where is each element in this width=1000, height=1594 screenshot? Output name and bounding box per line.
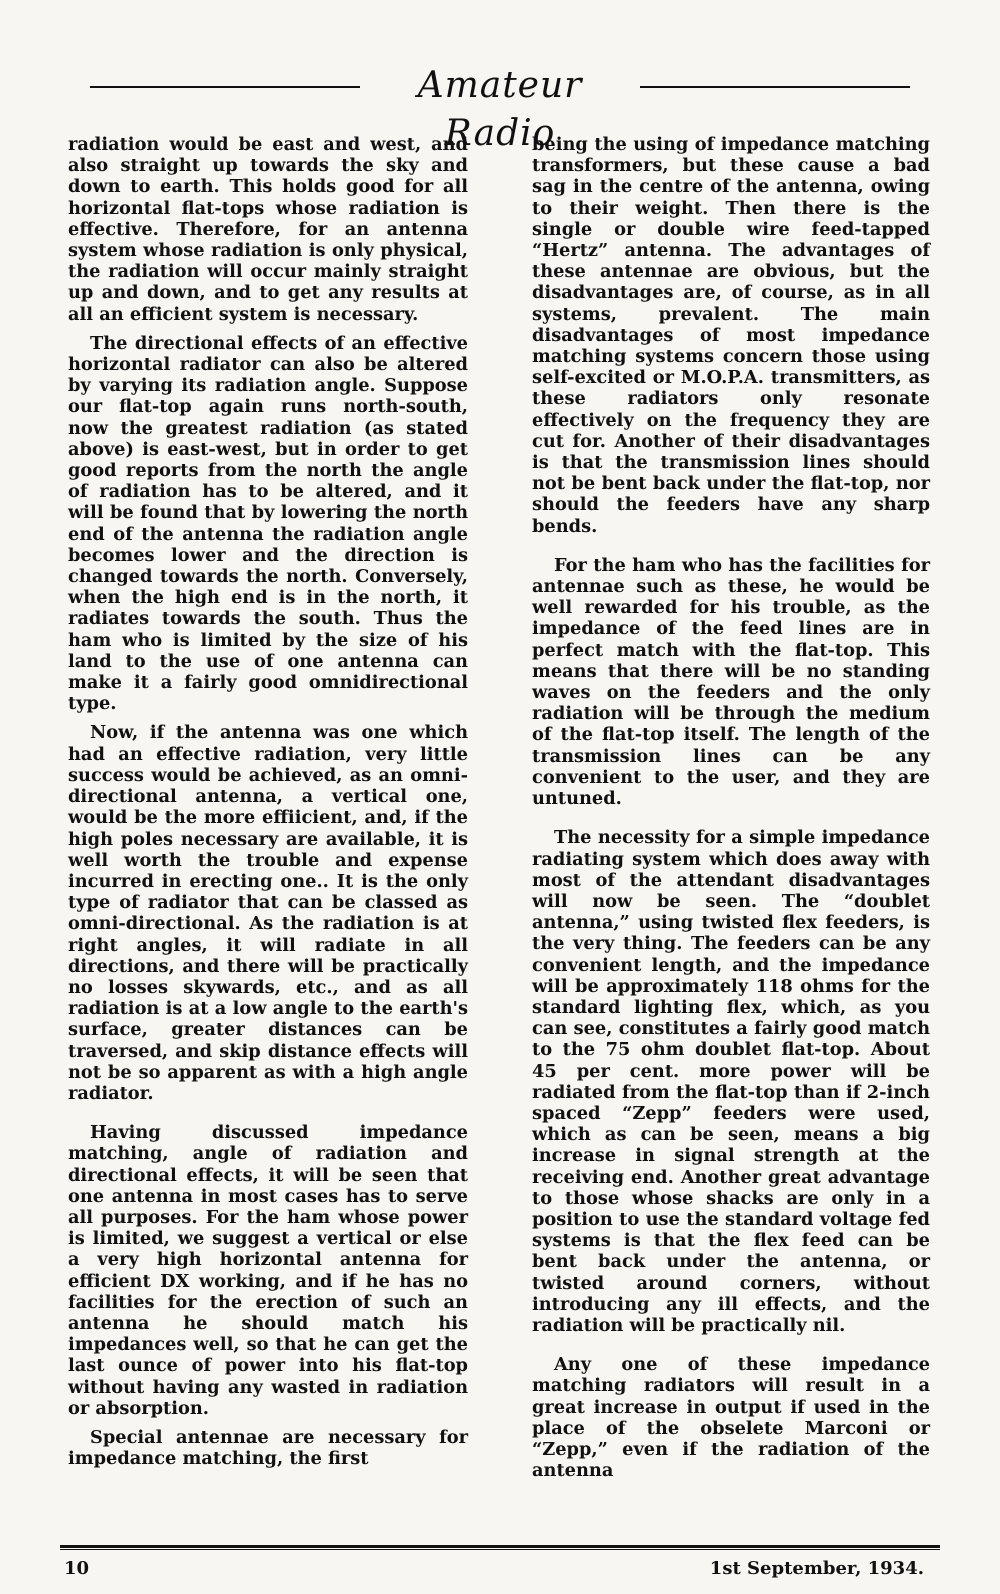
paragraph: radiation would be east and west, and also straight up towards the sky and down to earth. This holds good for all horizontal flat-tops whose radiation is effective. Therefore, for an antenna system whose radiation is only physical, the radiation will occur mainly straight up and down, and to get any results at all an efficient system is necessary. <box>68 134 468 325</box>
footer-rule <box>60 1545 940 1548</box>
paragraph: The necessity for a simple impedance radiating system which does away with most of the attendant disadvantages will now be seen. The “doublet antenna,” using twisted flex feeders, is the very thing. The feeders can be any convenient length, and the impedance will be approximately 118 ohms for the standard lighting flex, which, as you can see, constitutes a fairly good match to the 75 ohm doublet flat-top. About 45 per cent. more power will be radiated from the flat-top than if 2-inch spaced “Zepp” feeders were used, which as can be seen, means a big increase in signal strength at the receiving end. Another great advantage to those whose shacks are only in a position to use the standard voltage fed systems is that the flex feed can be bent back under the antenna, or twisted around corners, without introducing any ill effects, and the radiation will be practically nil. <box>532 827 930 1336</box>
masthead <box>90 62 910 154</box>
left-column <box>68 134 468 1469</box>
paragraph: being the using of impedance matching transformers, but these cause a bad sag in the centre of the antenna, owing to their weight. Then there is the single or double wire feed-tapped “Hertz” antenna. The advantages of these antennae are obvious, but the disadvantages are, of course, as in all systems, prevalent. The main disadvantages of most impedance matching systems concern those using self-excited or M.O.P.A. transmitters, as these radiators only resonate effectively on the frequency they are cut for. Another of their disadvantages is that the transmission lines should not be bent back under the flat-top, nor should the feeders have any sharp bends. <box>532 134 930 537</box>
paragraph: The directional effects of an effective horizontal radiator can also be altered by varying its radiation angle. Suppose our flat-top again runs north-south, now the greatest radiation (as stated above) is east-west, but in order to get good reports from the north the angle of radiation has to be altered, and it will be found that by lowering the north end of the antenna the radiation angle becomes lower and the direction is changed towards the north. Conversely, when the high end is in the north, it radiates towards the south. Thus the ham who is limited by the size of his land to the use of one antenna can make it a fairly good omnidirectional type. <box>68 332 468 715</box>
paragraph: For the ham who has the facilities for antennae such as these, he would be well rewarded for his trouble, as the impedance of the feed lines are in perfect match with the flat-top. This means that there will be no standing waves on the feeders and the only radiation will be through the medium of the flat-top itself. The length of the transmission lines can be any convenient to the user, and they are untuned. <box>532 554 930 810</box>
footer-rule-thin <box>60 1549 940 1550</box>
issue-date: 1st September, 1934. <box>709 1558 924 1579</box>
paragraph: Having discussed impedance matching, angle of radiation and directional effects, it will be seen that one antenna in most cases has to serve all purposes. For the ham whose power is limited, we suggest a vertical or else a very high horizontal antenna for efficient DX working, and if he has no facilities for the erection of such an antenna he should match his impedances well, so that he can get the last ounce of power into his flat-top without having any wasted in radiation or absorption. <box>68 1122 468 1419</box>
paragraph: Special antennae are necessary for impedance matching, the first <box>68 1426 468 1470</box>
masthead-title: Amateur Radio <box>417 65 583 154</box>
right-column <box>532 134 930 1481</box>
masthead-rule-left <box>90 86 360 88</box>
page-number: 10 <box>64 1558 90 1579</box>
paragraph: Any one of these impedance matching radiators will result in a great increase in output if used in the place of the obselete Marconi or “Zepp,” even if the radiation of the antenna <box>532 1354 930 1482</box>
masthead-rule-right <box>640 86 910 88</box>
paragraph: Now, if the antenna was one which had an effective radiation, very little success would be achieved, as an omni-directional antenna, a vertical one, would be the more effiicient, and, if the high poles necessary are available, it is well worth the trouble and expense incurred in erecting one.. It is the only type of radiator that can be classed as omni-directional. As the radiation is at right angles, it will radiate in all directions, and there will be practically no losses skywards, etc., and as all radiation is at a low angle to the earth's surface, greater distances can be traversed, and skip distance effects will not be so apparent as with a high angle radiator. <box>68 722 468 1104</box>
